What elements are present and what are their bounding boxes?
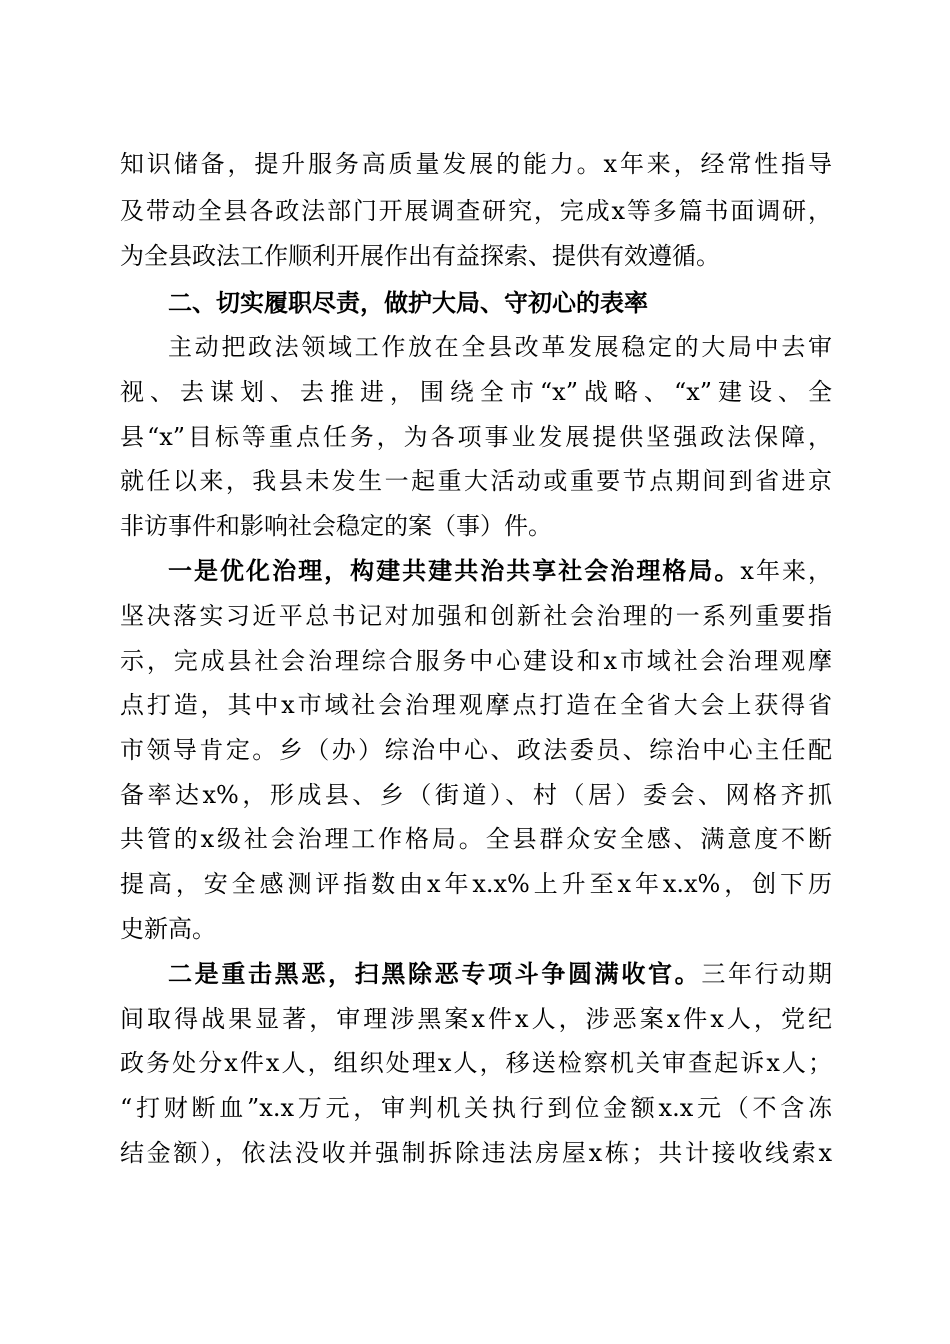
paragraph-line: 示，完成县社会治理综合服务中心建设和x市域社会治理观摩 [120,647,832,675]
paragraph-lead: 一是优化治理，构建共建共治共享社会治理格局。 [168,556,741,585]
paragraph-lead-line [168,958,832,990]
paragraph-line: 提高，安全感测评指数由x年x.x%上升至x年x.x%，创下历 [120,870,832,898]
paragraph-line: 坚决落实习近平总书记对加强和创新社会治理的一系列重要指 [120,602,832,630]
paragraph-line: 史新高。 [120,915,216,943]
paragraph-line: 就任以来，我县未发生一起重大活动或重要节点期间到省进京 [120,467,832,495]
paragraph-line: 非访事件和影响社会稳定的案（事）件。 [120,512,552,540]
paragraph-line: “打财断血”x.x万元，审判机关执行到位金额x.x元（不含冻 [120,1094,832,1122]
paragraph-line: 及带动全县各政法部门开展调查研究，完成x等多篇书面调研， [120,197,832,225]
paragraph-line: 视、去谋划、去推进，围绕全市“x”战略、“x”建设、全 [120,378,832,406]
paragraph-line: 结金额），依法没收并强制拆除违法房屋x栋；共计接收线索x [120,1139,832,1167]
paragraph-lead-rest: 三年行动期 [701,960,833,988]
paragraph-line: 点打造，其中x市域社会治理观摩点打造在全省大会上获得省 [120,691,832,719]
paragraph-line: 共管的x级社会治理工作格局。全县群众安全感、满意度不断 [120,825,832,853]
paragraph-line: 市领导肯定。乡（办）综治中心、政法委员、综治中心主任配 [120,736,832,764]
paragraph-lead-rest: x年来， [740,557,832,585]
paragraph-lead: 二是重击黑恶，扫黑除恶专项斗争圆满收官。 [168,959,702,988]
paragraph-line: 政务处分x件x人，组织处理x人，移送检察机关审查起诉x人； [120,1049,832,1077]
paragraph-line: 为全县政法工作顺利开展作出有益探索、提供有效遵循。 [120,242,720,270]
paragraph-lead-line [168,555,832,587]
paragraph-line: 间取得战果显著，审理涉黑案x件x人，涉恶案x件x人，党纪 [120,1005,832,1033]
section-heading: 二、切实履职尽责，做护大局、守初心的表率 [168,289,648,317]
paragraph-line: 主动把政法领域工作放在全县改革发展稳定的大局中去审 [168,333,832,361]
paragraph-line: 县“x”目标等重点任务，为各项事业发展提供坚强政法保障， [120,423,832,451]
paragraph-line: 知识储备，提升服务高质量发展的能力。x年来，经常性指导 [120,150,832,178]
paragraph-line: 备率达x%，形成县、乡（街道）、村（居）委会、网格齐抓 [120,781,832,809]
